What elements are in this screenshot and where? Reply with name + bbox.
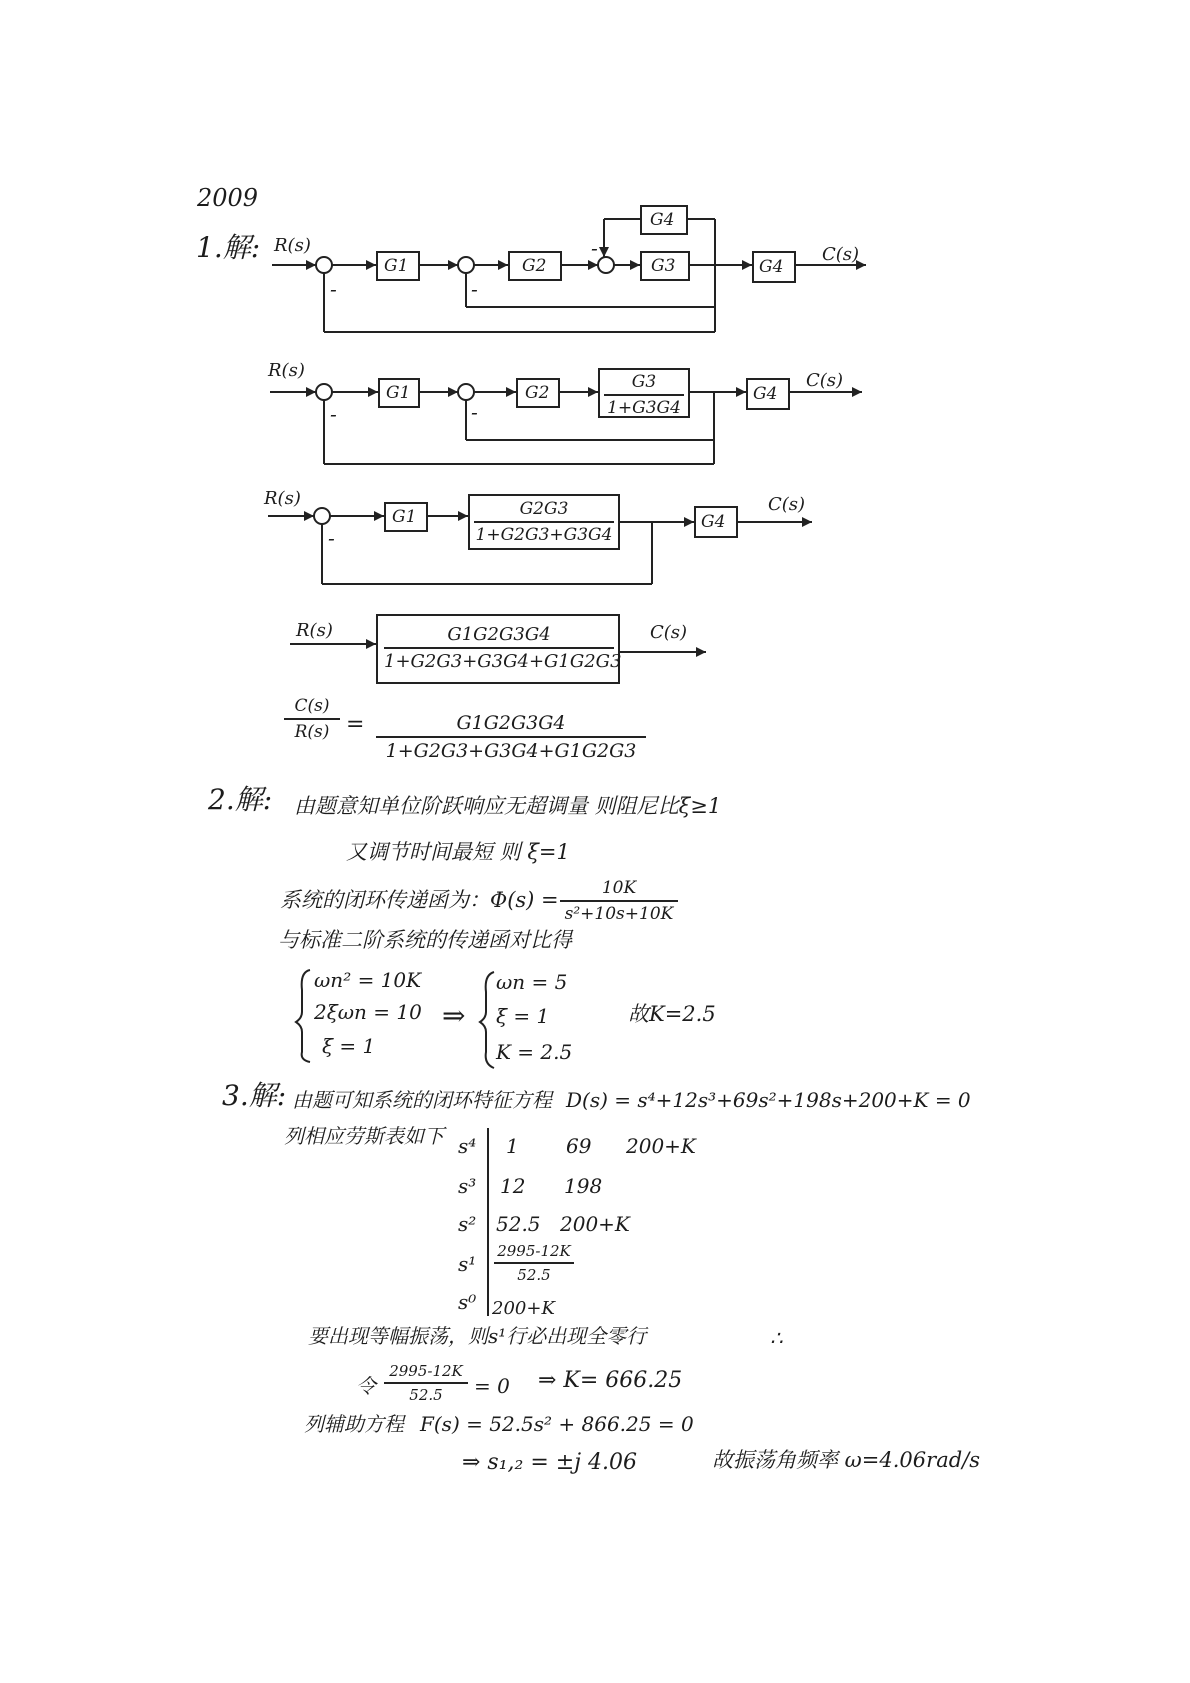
d1-minus-2: - <box>471 277 478 301</box>
routh-row-s4-c: 200+K <box>626 1134 696 1158</box>
p3-line-1: 由题可知系统的闭环特征方程 <box>292 1088 552 1112</box>
d1-input-label: R(s) <box>274 235 311 256</box>
d4-input-label: R(s) <box>296 620 333 641</box>
d1-block-g4-feedback: G4 <box>640 205 688 235</box>
d2-minus-1: - <box>330 402 337 426</box>
d2-minus-2: - <box>471 400 478 424</box>
routh-row-s1-power: s¹ <box>458 1252 477 1276</box>
p2-sys-right-2: ξ = 1 <box>496 1004 550 1028</box>
d1-block-g2: G2 <box>508 251 562 281</box>
p3-ling: 令 <box>356 1374 376 1398</box>
routh-row-s0-a: 200+K <box>492 1298 555 1319</box>
d3-block-g1: G1 <box>384 502 428 532</box>
p3-line-3: 要出现等幅振荡，则s¹行必出现全零行 <box>308 1324 647 1348</box>
d4-frac-num: G1G2G3G4 <box>447 624 551 645</box>
d1-minus-3: - <box>591 236 598 260</box>
year-heading: 2009 <box>197 184 259 212</box>
result-equals: = <box>346 712 365 737</box>
d2-output-label: C(s) <box>806 370 844 391</box>
p2-line-1: 由题意知单位阶跃响应无超调量 则阻尼比ξ≥1 <box>294 794 722 818</box>
d3-output-label: C(s) <box>768 494 806 515</box>
p2-line-2: 又调节时间最短 则 ξ=1 <box>346 840 570 864</box>
d3-frac-den: 1+G2G3+G3G4 <box>475 525 613 545</box>
result-rhs: G1G2G3G4 1+G2G3+G3G4+G1G2G3 <box>376 712 646 762</box>
routh-row-s0-power: s⁰ <box>458 1290 477 1314</box>
d4-frac-den: 1+G2G3+G3G4+G1G2G3 <box>384 651 622 672</box>
p2-line-3: 系统的闭环传递函为：Φ(s) = <box>280 888 559 912</box>
p3-condition-fraction: 2995-12K 52.5 <box>384 1362 468 1404</box>
problem-3-label: 3.解: <box>222 1079 287 1112</box>
d2-frac-num: G3 <box>631 372 657 392</box>
p2-line-4: 与标准二阶系统的传递函对比得 <box>278 928 572 952</box>
routh-row-s2-power: s² <box>458 1212 477 1236</box>
routh-row-s1-a: 2995-12K 52.5 <box>494 1242 574 1284</box>
p3-k-result: ⇒ K= 666.25 <box>538 1368 683 1393</box>
p2-sys-right-3: K = 2.5 <box>496 1040 573 1064</box>
d1-output-label: C(s) <box>822 244 860 265</box>
d2-input-label: R(s) <box>268 360 305 381</box>
routh-row-s2-b: 200+K <box>560 1212 630 1236</box>
p3-oscillation-frequency: 故振荡角频率 ω=4.06rad/s <box>712 1448 981 1472</box>
p2-implies: ⇒ <box>442 999 466 1032</box>
result-lhs: C(s) R(s) <box>284 696 340 742</box>
routh-row-s3-power: s³ <box>458 1174 477 1198</box>
p2-sys-left-1: ωn² = 10K <box>314 968 422 992</box>
d2-block-g4: G4 <box>746 378 790 410</box>
routh-row-s4-power: s⁴ <box>458 1134 477 1158</box>
d2-block-g1: G1 <box>378 378 420 408</box>
p2-phi-fraction: 10K s²+10s+10K <box>560 878 678 924</box>
d4-output-label: C(s) <box>650 622 688 643</box>
routh-row-s4-b: 69 <box>566 1134 592 1158</box>
d3-input-label: R(s) <box>264 488 301 509</box>
d3-frac-num: G2G3 <box>519 499 569 519</box>
p3-line-2: 列相应劳斯表如下 <box>284 1124 444 1148</box>
d1-minus-1: - <box>330 277 337 301</box>
d2-frac-den: 1+G3G4 <box>607 398 681 418</box>
p2-sys-left-2: 2ξωn = 10 <box>314 1000 422 1024</box>
problem-2-label: 2.解: <box>208 783 273 816</box>
routh-row-s2-a: 52.5 <box>496 1212 541 1236</box>
d1-block-g1: G1 <box>376 251 420 281</box>
d2-block-g2: G2 <box>516 378 560 408</box>
p3-condition-rhs: = 0 <box>474 1374 510 1398</box>
d1-block-g3: G3 <box>640 251 690 281</box>
problem-1-label: 1.解: <box>196 231 261 264</box>
d3-minus-1: - <box>328 526 335 550</box>
p3-aux-prefix: 列辅助方程 <box>304 1412 404 1436</box>
p3-aux-equation: F(s) = 52.5s² + 866.25 = 0 <box>420 1412 694 1436</box>
p3-char-eq: D(s) = s⁴+12s³+69s²+198s+200+K = 0 <box>566 1088 971 1112</box>
routh-row-s4-a: 1 <box>506 1134 519 1158</box>
p2-sys-left-3: ξ = 1 <box>322 1034 376 1058</box>
d3-block-g4: G4 <box>694 506 738 538</box>
routh-row-s3-b: 198 <box>564 1174 603 1198</box>
p3-therefore: ∴ <box>770 1326 783 1350</box>
p2-sys-right-1: ωn = 5 <box>496 970 568 994</box>
routh-row-s3-a: 12 <box>500 1174 526 1198</box>
d1-block-g4: G4 <box>752 251 796 283</box>
p3-roots: ⇒ s₁,₂ = ±j 4.06 <box>462 1450 638 1475</box>
p2-conclusion: 故K=2.5 <box>628 1002 716 1026</box>
